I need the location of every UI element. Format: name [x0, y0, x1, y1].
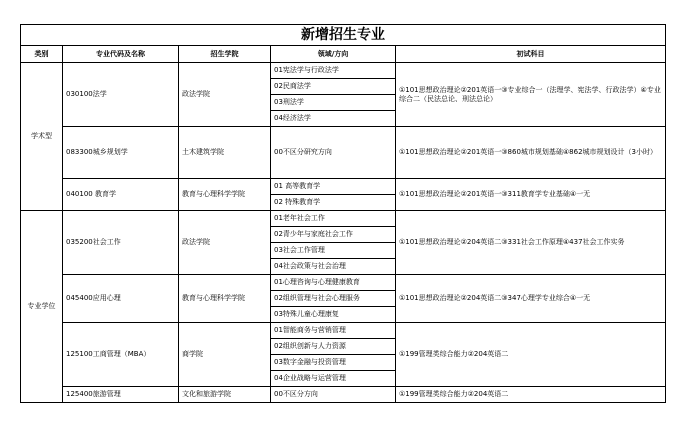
major-exam: ①101思想政治理论②204英语二③347心理学专业综合④一无	[396, 275, 666, 323]
major-college: 土木建筑学院	[179, 127, 271, 179]
direction-cell: 02 特殊教育学	[271, 195, 396, 211]
major-college: 政法学院	[179, 211, 271, 275]
direction-cell: 01心理咨询与心理健康教育	[271, 275, 396, 291]
direction-cell: 02组织管理与社会心理服务	[271, 291, 396, 307]
category-academic: 学术型	[21, 63, 63, 211]
header-exam: 初试科目	[396, 46, 666, 63]
direction-cell: 03社会工作管理	[271, 243, 396, 259]
major-code-name: 035200社会工作	[63, 211, 179, 275]
direction-cell: 02青少年与家庭社会工作	[271, 227, 396, 243]
major-exam: ①101思想政治理论②204英语二③331社会工作原理④437社会工作实务	[396, 211, 666, 275]
direction-cell: 00不区分方向	[271, 387, 396, 403]
direction-cell: 03数字金融与投资管理	[271, 355, 396, 371]
header-category: 类别	[21, 46, 63, 63]
header-code-name: 专业代码及名称	[63, 46, 179, 63]
major-college: 政法学院	[179, 63, 271, 127]
direction-cell: 04经济法学	[271, 111, 396, 127]
direction-cell: 01老年社会工作	[271, 211, 396, 227]
major-code-name: 030100法学	[63, 63, 179, 127]
header-row	[21, 46, 666, 63]
direction-cell: 01智能商务与营销管理	[271, 323, 396, 339]
direction-cell: 02民商法学	[271, 79, 396, 95]
major-exam: ①101思想政治理论②201英语一③专业综合一（法理学、宪法学、行政法学）④专业综合二（民法总论、刑法总论）	[396, 63, 666, 127]
major-code-name: 083300城乡规划学	[63, 127, 179, 179]
header-college: 招生学院	[179, 46, 271, 63]
major-code-name: 040100 教育学	[63, 179, 179, 211]
major-college: 商学院	[179, 323, 271, 387]
direction-cell: 04企业战略与运营管理	[271, 371, 396, 387]
direction-cell: 03刑法学	[271, 95, 396, 111]
category-professional: 专业学位	[21, 211, 63, 403]
major-code-name: 125100工商管理（MBA）	[63, 323, 179, 387]
major-code-name: 125400旅游管理	[63, 387, 179, 403]
direction-cell: 02组织创新与人力资源	[271, 339, 396, 355]
admissions-table-container	[20, 24, 665, 403]
direction-cell: 03特殊儿童心理康复	[271, 307, 396, 323]
direction-cell: 01宪法学与行政法学	[271, 63, 396, 79]
major-college: 教育与心理科学学院	[179, 275, 271, 323]
major-exam: ①199管理类综合能力②204英语二	[396, 323, 666, 387]
major-exam: ①101思想政治理论②201英语一③860城市规划基础④862城市规划设计（3小时）	[396, 127, 666, 179]
new-majors-table	[20, 24, 666, 403]
header-direction: 领域/方向	[271, 46, 396, 63]
table-title: 新增招生专业	[21, 25, 666, 46]
major-exam: ①199管理类综合能力②204英语二	[396, 387, 666, 403]
direction-cell: 04社会政策与社会治理	[271, 259, 396, 275]
major-college: 教育与心理科学学院	[179, 179, 271, 211]
major-exam: ①101思想政治理论②201英语一③311教育学专业基础④一无	[396, 179, 666, 211]
major-code-name: 045400应用心理	[63, 275, 179, 323]
major-college: 文化和旅游学院	[179, 387, 271, 403]
direction-cell: 00不区分研究方向	[271, 127, 396, 179]
direction-cell: 01 高等教育学	[271, 179, 396, 195]
